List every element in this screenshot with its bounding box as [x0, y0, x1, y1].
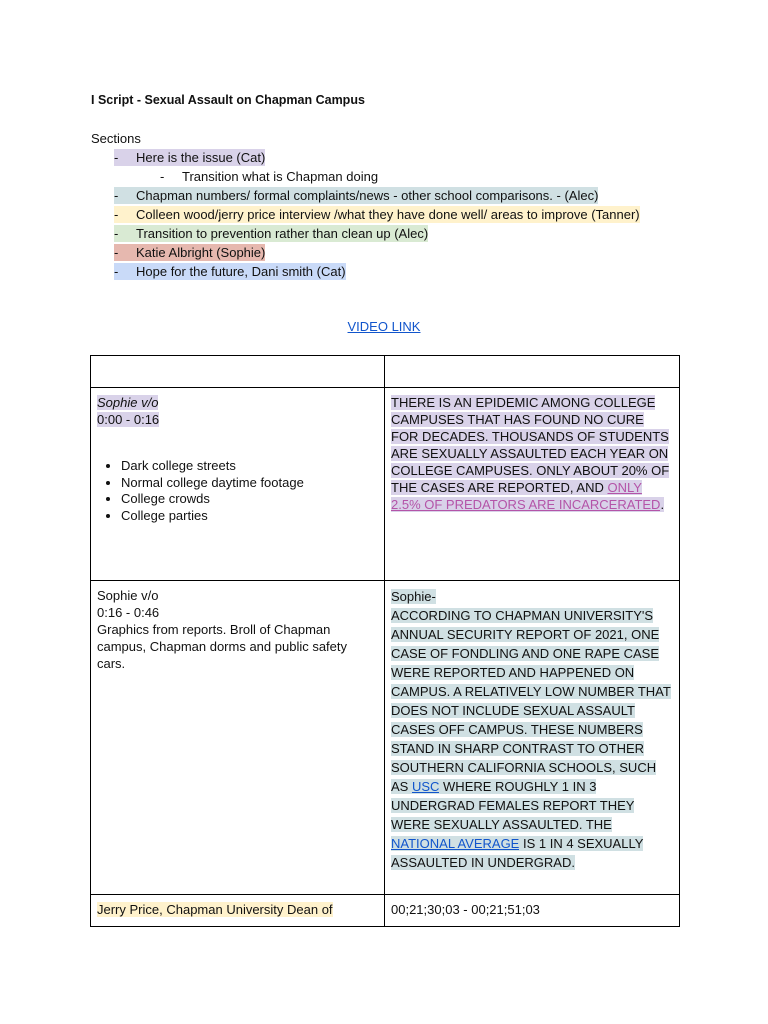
speaker-label: Sophie v/o	[97, 588, 159, 603]
script-cell[interactable]	[385, 895, 680, 927]
script-cell[interactable]	[385, 388, 680, 581]
document-title: I Script - Sexual Assault on Chapman Campus	[91, 93, 365, 107]
shot-cell[interactable]	[91, 388, 385, 581]
table-header-row	[91, 356, 680, 388]
header-cell-right[interactable]	[385, 356, 680, 388]
shot-notes: Graphics from reports. Broll of Chapman campus, Chapman dorms and public safety cars.	[97, 622, 348, 671]
video-link[interactable]: VIDEO LINK	[347, 319, 421, 334]
outline-item: - Transition to prevention rather than clean up (Alec)	[114, 226, 429, 241]
script-text: IS 1 IN 4 SEXUALLY ASSAULTED IN UNDERGRAD.	[391, 836, 644, 870]
list-item: • College crowds	[121, 491, 378, 508]
statistic-link[interactable]: ONLY 2.5% OF PREDATORS ARE INCARCERATED	[391, 480, 661, 512]
list-item: • Normal college daytime footage	[121, 475, 378, 492]
timestamp: 0:16 - 0:46	[97, 605, 160, 620]
outline-subitem: - Transition what is Chapman doing	[160, 169, 379, 184]
outline-item: - Chapman numbers/ formal complaints/news - other school comparisons. - (Alec)	[114, 188, 599, 203]
script-cell[interactable]	[385, 581, 680, 895]
outline-item: - Here is the issue (Cat)	[114, 150, 266, 165]
usc-link[interactable]: USC	[411, 779, 440, 794]
script-text: ACCORDING TO CHAPMAN UNIVERSITY'S ANNUAL SECURITY REPORT OF 2021, ONE CASE OF FONDLING AND ONE RAPE CASE WERE REPORTED AND HAPPENED ON CAMPUS. A RELATIVELY LOW NUMBER THAT DOES NOT INCLUDE SEXUAL ASSAULT CASES OFF CAMPUS. THESE NUMBERS STAND IN SHARP CONTRAST TO OTHER SOUTHERN CALIFORNIA SCHOOLS, SUCH AS	[391, 608, 671, 794]
outline-item: - Colleen wood/jerry price interview /what they have done well/ areas to improve (Tanner)	[114, 207, 640, 222]
script-text: THERE IS AN EPIDEMIC AMONG COLLEGE CAMPUSES THAT HAS FOUND NO CURE FOR DECADES. THOUSANDS OF STUDENTS ARE SEXUALLY ASSAULTED EACH YEAR ON COLLEGE CAMPUSES. ONLY ABOUT 20% OF THE CASES ARE REPORTED, AND	[391, 395, 670, 495]
table-row	[91, 895, 680, 927]
shot-cell[interactable]	[91, 895, 385, 927]
script-text: WHERE ROUGHLY 1 IN 3 UNDERGRAD FEMALES REPORT THEY WERE SEXUALLY ASSAULTED. THE	[391, 779, 635, 832]
national-average-link[interactable]: NATIONAL AVERAGE	[391, 836, 520, 851]
script-table	[90, 355, 680, 927]
outline-item: - Katie Albright (Sophie)	[114, 245, 266, 260]
timecode: 00;21;30;03 - 00;21;51;03	[391, 902, 540, 917]
shot-cell[interactable]	[91, 581, 385, 895]
list-item: • Dark college streets	[121, 458, 378, 475]
script-speaker-label: Sophie-	[391, 589, 436, 604]
timestamp: 0:00 - 0:16	[97, 412, 160, 427]
sections-heading: Sections	[91, 131, 141, 146]
list-item: • College parties	[121, 508, 378, 525]
speaker-label: Sophie v/o	[97, 395, 159, 410]
table-row	[91, 581, 680, 895]
script-text-end: .	[660, 497, 665, 512]
header-cell-left[interactable]	[91, 356, 385, 388]
footage-list	[97, 458, 378, 524]
table-row	[91, 388, 680, 581]
outline-item: - Hope for the future, Dani smith (Cat)	[114, 264, 346, 279]
interviewee-label: Jerry Price, Chapman University Dean of	[97, 902, 333, 917]
